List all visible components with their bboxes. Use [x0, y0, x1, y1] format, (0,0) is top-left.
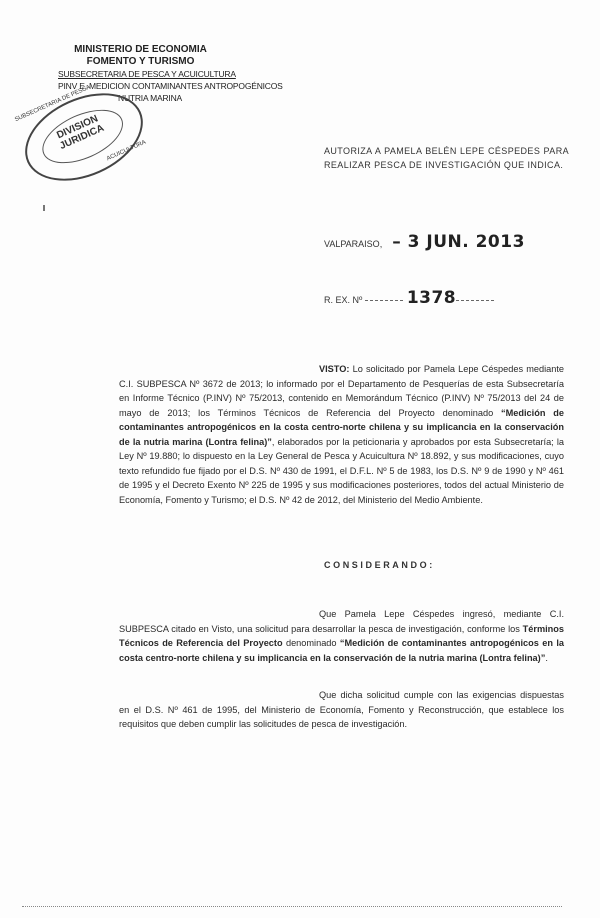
file-reference-line2: NUTRIA MARINA: [118, 93, 182, 103]
footer-scan-line: [22, 906, 562, 907]
visto-label: VISTO:: [319, 364, 350, 374]
considerando-heading: CONSIDERANDO:: [324, 560, 435, 570]
file-reference: PINV E. MEDICION CONTAMINANTES ANTROPOGÉNICOS: [58, 81, 283, 91]
p1-text-b: denominado: [282, 638, 340, 648]
place-and-date: [324, 232, 525, 252]
p1-project-title: “Medición de contaminantes antropogénicos en la costa centro-norte chilena y su implicancia en la conservación de la nutria marina (Lontra felina)”: [119, 638, 564, 663]
p1-text-c: .: [545, 652, 548, 663]
ministry-name: MINISTERIO DE ECONOMIA: [74, 44, 207, 55]
visto-section: [119, 362, 564, 507]
resolution-label: R. EX. Nº: [324, 295, 363, 305]
stamp-center-text: DIVISION JURIDICA: [55, 113, 106, 152]
resolution-dash-left: [365, 300, 403, 301]
ministry-name-line2: FOMENTO Y TURISMO: [86, 56, 195, 67]
considerando-paragraph-2: [119, 688, 564, 732]
resolution-dash-right: [456, 300, 494, 301]
subsecretaria-name: SUBSECRETARIA DE PESCA Y ACUICULTURA: [58, 69, 236, 79]
stamp-ring-text-left: SUBSECRETARIA DE PESCA: [14, 84, 92, 124]
considerando-paragraph-1: [119, 607, 564, 665]
stamp-ring-text-right: ACUICULTURA: [105, 139, 147, 163]
place-label: VALPARAISO,: [324, 239, 383, 249]
date-stamp: – 3 JUN. 2013: [392, 232, 525, 252]
resolution-subject: AUTORIZA A PAMELA BELÉN LEPE CÉSPEDES PARA REALIZAR PESCA DE INVESTIGACIÓN QUE INDICA.: [324, 146, 569, 170]
p2-text: Que dicha solicitud cumple con las exigencias dispuestas en el D.S. Nº 461 de 1995, del Ministerio de Economía, Fomento y Reconstrucción, que establece los requisitos que deben cumplir las solicitudes de pesca de investigación.: [119, 690, 564, 729]
visto-text-a: Lo solicitado por Pamela Lepe Céspedes mediante C.I. SUBPESCA Nº 3672 de 2013; lo informado por el Departamento de Pesquerías de esta Subsecretaría en Informe Técnico (P.INV) Nº 75/2013, contenido en Memorándum Técnico (P.INV) Nº 75/2013 del 24 de mayo de 2013; los Términos Técnicos de Referencia del Proyecto denominado: [119, 364, 564, 418]
p1-terms: Términos Técnicos de Referencia del Proyecto: [119, 623, 564, 648]
p1-text-a: Que Pamela Lepe Céspedes ingresó, mediante C.I. SUBPESCA citado en Visto, una solicitud para desarrollar la pesca de investigación, conforme los: [119, 609, 564, 634]
resolution-number-value: 1378: [406, 288, 457, 308]
visto-text-b: , elaborados por la peticionaria y aprobados por esta Subsecretaría; la Ley Nº 19.880; lo dispuesto en la Ley General de Pesca y Acuicultura Nº 18.892, y sus modificaciones, cuyo texto refundido fue fijado por el D.S. Nº 430 de 1991, el D.F.L. Nº 5 de 1983, los D.S. Nº 9 de 1990 y Nº 461 de 1995 y el Decreto Exento Nº 225 de 1995 y sus modificaciones posteriores, todos del actual Ministerio de Economía, Fomento y Turismo; el D.S. Nº 42 de 2012, del Ministerio del Medio Ambiente.: [119, 436, 564, 505]
margin-mark: [43, 205, 45, 211]
visto-project-title: “Medición de contaminantes antropogénicos en la costa centro-norte chilena y su implicancia en la conservación de la nutria marina (Lontra felina)”: [119, 407, 564, 447]
resolution-number: [324, 288, 494, 308]
